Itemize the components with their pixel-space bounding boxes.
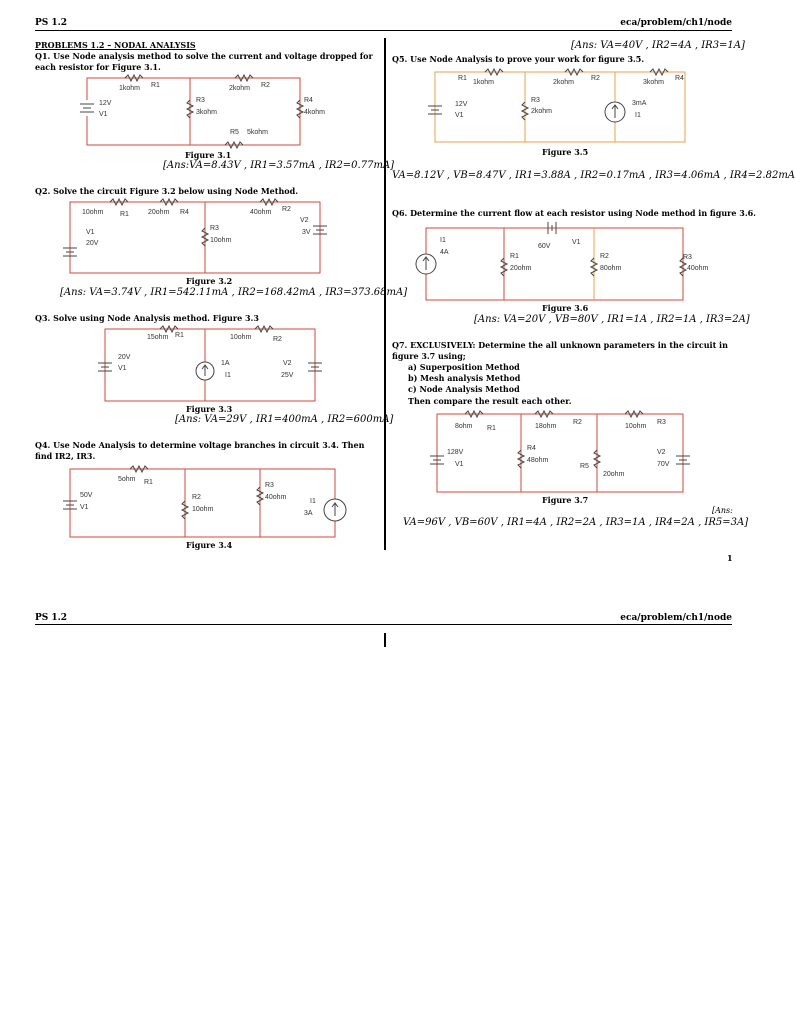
q2-answer: [Ans: VA=3.74V , IR1=542.11mA , IR2=168.42mA , IR3=373.68mA] — [60, 287, 408, 298]
q2-r3: R3 — [210, 225, 219, 232]
q6-i1v: 4A — [440, 249, 449, 256]
q5-i1v: 3mA — [632, 100, 647, 107]
figure-3-7-circuit — [425, 406, 700, 496]
q7-answer: VA=96V , VB=60V , IR1=4A , IR2=2A , IR3=1A , IR4=2A , IR5=3A] — [403, 517, 749, 528]
q7-r1: R1 — [487, 425, 496, 432]
page-number: 1 — [727, 553, 733, 563]
q1-text: Q1. Use Node analysis method to solve the current and voltage dropped for each resistor for Figure 3.1. — [35, 51, 373, 72]
figure-3-3-circuit — [95, 325, 325, 405]
q4-i1: I1 — [310, 498, 316, 505]
q4-r1v: 5ohm — [118, 476, 136, 483]
column-divider-2 — [384, 633, 386, 647]
q3-text: Q3. Solve using Node Analysis method. Figure 3.3 — [35, 313, 259, 323]
figure-3-7-caption: Figure 3.7 — [542, 495, 589, 505]
q1-r3: R3 — [196, 97, 205, 104]
q1-answer: [Ans:VA=8.43V , IR1=3.57mA , IR2=0.77mA] — [163, 160, 395, 171]
q7-r3: R3 — [657, 419, 666, 426]
q3-r2: R2 — [273, 336, 282, 343]
q7-method-list — [408, 362, 520, 395]
header-rule — [35, 30, 732, 31]
figure-3-4-caption: Figure 3.4 — [186, 540, 233, 550]
header-right: eca/problem/ch1/node — [620, 18, 732, 28]
q3-answer: [Ans: VA=29V , IR1=400mA , IR2=600mA] — [175, 414, 394, 425]
figure-3-4-circuit — [60, 465, 350, 540]
section-title: PROBLEMS 1.2 – NODAL ANALYSIS — [35, 40, 196, 50]
q4-r1: R1 — [144, 479, 153, 486]
q2-r1: R1 — [120, 211, 129, 218]
q7-v2v: 70V — [657, 461, 670, 468]
q3-i1v: 1A — [221, 360, 230, 367]
q2-r4v: 20ohm — [148, 209, 170, 216]
q3-i1: I1 — [225, 372, 231, 379]
q2-r4: R4 — [180, 209, 189, 216]
figure-3-2-caption: Figure 3.2 — [186, 276, 233, 286]
q2-v1: V1 — [86, 229, 95, 236]
q4-r3: R3 — [265, 482, 274, 489]
q5-r2v: 2kohm — [553, 79, 575, 86]
q7-v1: V1 — [455, 461, 464, 468]
q2-r1v: 10ohm — [82, 209, 104, 216]
figure-3-6-caption: Figure 3.6 — [542, 303, 589, 313]
q4-i1v: 3A — [304, 510, 313, 517]
q3-v1v: 20V — [118, 354, 131, 361]
q7-v1v: 128V — [447, 449, 464, 456]
header-left-2: PS 1.2 — [35, 613, 68, 623]
q6-v1: V1 — [572, 239, 581, 246]
figure-3-1-caption: Figure 3.1 — [185, 150, 232, 160]
figure-3-2-circuit — [60, 198, 330, 278]
figure-3-3-caption: Figure 3.3 — [186, 404, 233, 414]
q7-r4: R4 — [527, 445, 536, 452]
q4-r3v: 40ohm — [265, 494, 287, 501]
q3-v2: V2 — [283, 360, 292, 367]
q3-r1v: 15ohm — [147, 334, 169, 341]
q7-r4v: 48ohm — [527, 457, 549, 464]
q5-i1: I1 — [635, 112, 641, 119]
q7-method-c: c) Node Analysis Method — [408, 384, 520, 394]
figure-3-5-circuit — [425, 68, 695, 148]
q4-v1v: 50V — [80, 492, 93, 499]
q6-answer: [Ans: VA=20V , VB=80V , IR1=1A , IR2=1A , IR3=2A] — [474, 314, 750, 325]
q2-r3v: 10ohm — [210, 237, 232, 244]
q4-text: Q4. Use Node Analysis to determine voltage branches in circuit 3.4. Then find IR2, IR3. — [35, 440, 365, 461]
q1-r2v: 2kohm — [229, 85, 251, 92]
q1-r4v: 4kohm — [304, 109, 326, 116]
q1-v1: V1 — [99, 111, 108, 118]
q3-r1v: 10ohm — [230, 334, 252, 341]
q6-r1: R1 — [510, 253, 519, 260]
q7-r2v: 18ohm — [535, 423, 557, 430]
q1-r2: R2 — [261, 82, 270, 89]
header-right-2: eca/problem/ch1/node — [620, 613, 732, 623]
q5-top-answer: [Ans: VA=40V , IR2=4A , IR3=1A] — [571, 40, 745, 51]
q5-r1v: 1kohm — [473, 79, 495, 86]
q2-v2v: 3V — [302, 229, 311, 236]
q1-r1: R1 — [151, 82, 160, 89]
q1-r5: R5 — [230, 129, 239, 136]
q5-r3v: 2kohm — [531, 108, 553, 115]
q5-r1: R1 — [458, 75, 467, 82]
header-rule-2 — [35, 624, 732, 625]
figure-3-5-caption: Figure 3.5 — [542, 147, 589, 157]
q2-v1v: 20V — [86, 240, 99, 247]
q4-r2: R2 — [192, 494, 201, 501]
q6-r1v: 20ohm — [510, 265, 532, 272]
q2-r2v: 40ohm — [250, 209, 272, 216]
q2-r2: R2 — [282, 206, 291, 213]
q6-r2: R2 — [600, 253, 609, 260]
q4-v1: V1 — [80, 504, 89, 511]
q1-v1v: 12V — [99, 100, 112, 107]
q5-r2: R2 — [591, 75, 600, 82]
q4-r2v: 10ohm — [192, 506, 214, 513]
q5-r4v: 3kohm — [643, 79, 665, 86]
q1-r1v: 1kohm — [119, 85, 141, 92]
q1-r5v: 5kohm — [247, 129, 269, 136]
q5-text: Q5. Use Node Analysis to prove your work for figure 3.5. — [392, 54, 645, 64]
q5-r3: R3 — [531, 97, 540, 104]
q5-r4: R4 — [675, 75, 684, 82]
q3-v1: V1 — [118, 365, 127, 372]
q6-r3v: 40ohm — [687, 265, 709, 272]
q1-r3v: 3kohm — [196, 109, 218, 116]
q7-r2: R2 — [573, 419, 582, 426]
q6-r2v: 80ohm — [600, 265, 622, 272]
q2-text: Q2. Solve the circuit Figure 3.2 below using Node Method. — [35, 186, 298, 196]
q7-text: Q7. EXCLUSIVELY: Determine the all unknown parameters in the circuit in figure 3.7 using; — [392, 340, 728, 361]
q7-v2: V2 — [657, 449, 666, 456]
q7-r5v: 20ohm — [603, 471, 625, 478]
figure-3-1-circuit — [75, 70, 326, 150]
q2-v2: V2 — [300, 217, 309, 224]
q7-r5: R5 — [580, 463, 589, 470]
q7-method-a: a) Superposition Method — [408, 362, 520, 372]
figure-3-6-circuit — [408, 222, 709, 304]
q6-v1v: 60V — [538, 243, 551, 250]
q7-method-b: b) Mesh analysis Method — [408, 373, 521, 383]
q7-r1v: 8ohm — [455, 423, 473, 430]
q6-i1: I1 — [440, 237, 446, 244]
q1-r4: R4 — [304, 97, 313, 104]
q6-r3: R3 — [683, 254, 692, 261]
q7-answer-lead: [Ans: — [712, 506, 733, 515]
q7-compare: Then compare the result each other. — [408, 396, 572, 406]
header-left: PS 1.2 — [35, 18, 68, 28]
q3-r1: R1 — [175, 332, 184, 339]
q5-answer: VA=8.12V , VB=8.47V , IR1=3.88A , IR2=0.17mA , IR3=4.06mA , IR4=2.82mA — [392, 170, 795, 181]
q7-r3v: 10ohm — [625, 423, 647, 430]
q6-text: Q6. Determine the current flow at each resistor using Node method in figure 3.6. — [392, 208, 756, 218]
q5-v1: V1 — [455, 112, 464, 119]
q3-v2v: 25V — [281, 372, 294, 379]
q5-v1v: 12V — [455, 101, 468, 108]
